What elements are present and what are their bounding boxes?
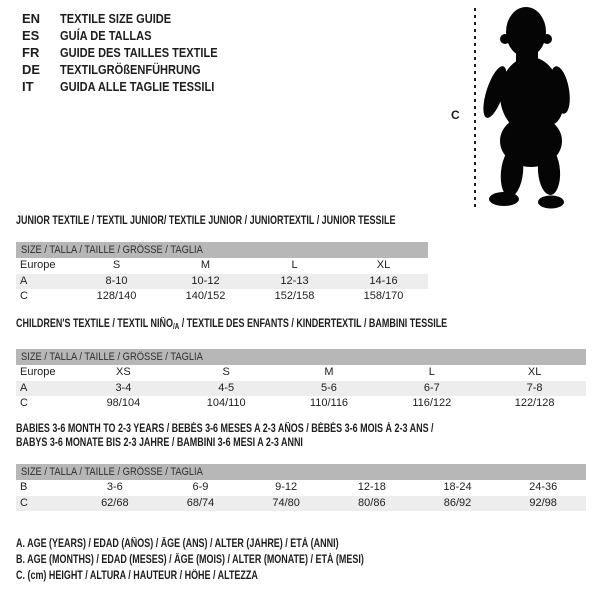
legend-notes (16, 537, 462, 584)
note-age-years: A. AGE (YEARS) / EDAD (AÑOS) / ÂGE (ANS) / ALTER (JAHRE) / ETÀ (ANNI) (16, 538, 339, 550)
language-row-it (22, 78, 245, 95)
language-label: TEXTILGRÖßENFÜHRUNG (60, 62, 201, 77)
size-cell: 12-18 (357, 481, 386, 493)
table-row-height (16, 496, 586, 512)
row-label: A (20, 274, 28, 287)
size-cell: 86/92 (443, 496, 472, 509)
size-cell: 92/98 (529, 496, 557, 509)
language-code: EN (22, 11, 41, 26)
size-cell: 9-12 (275, 481, 298, 493)
size-cell: 140/152 (185, 290, 226, 302)
size-cell: S (112, 259, 121, 271)
size-cell: 98/104 (106, 397, 141, 409)
row-label: Europe (20, 259, 56, 271)
size-table-header: SIZE / TALLA / TAILLE / GRÖSSE / TAGLIA (16, 464, 586, 480)
size-cell: 4-5 (218, 381, 235, 394)
size-cell: 152/158 (274, 290, 315, 302)
babies-section-title: BABIES 3-6 MONTH TO 2-3 YEARS / BEBÉS 3-6 MESES A 2-3 AÑOS / BÉBÉS 3-6 MOIS À 2-3 ANS / BABYS 3-6 MONATE BIS 2-3 JAHRE / BAMBINI 3-6 MESI A 2-3 ANNI (16, 423, 434, 449)
language-label: TEXTILE SIZE GUIDE (60, 11, 172, 26)
size-cell: 14-16 (369, 274, 398, 287)
size-cell: XS (116, 366, 131, 378)
children-size-table (16, 349, 586, 412)
size-cell: 62/68 (101, 496, 129, 509)
size-cell: 122/128 (514, 397, 555, 409)
size-cell: 12-13 (280, 274, 309, 287)
size-cell: 6-7 (423, 381, 440, 394)
size-cell: 116/122 (412, 397, 452, 409)
size-cell: 80/86 (358, 496, 386, 509)
size-cell: 3-6 (106, 481, 123, 493)
language-row-de (22, 61, 245, 78)
size-cell: M (200, 259, 211, 271)
size-cell: 128/140 (96, 290, 137, 302)
title-subscript: /A (172, 322, 180, 331)
row-label: A (20, 381, 28, 394)
table-row-age (16, 274, 428, 290)
language-label: GUÍA DE TALLAS (60, 28, 152, 43)
size-cell: XL (527, 366, 542, 378)
size-cell: M (324, 366, 334, 378)
table-row-europe (16, 258, 428, 274)
table-row-age (16, 381, 586, 397)
row-label: B (20, 481, 28, 493)
note-height-cm: C. (cm) HEIGHT / ALTURA / HAUTEUR / HÖHE / ALTEZZA (16, 569, 258, 582)
size-cell: 3-4 (115, 381, 132, 394)
row-label: C (20, 290, 28, 302)
size-cell: 18-24 (443, 481, 472, 493)
junior-size-table (16, 242, 428, 305)
babies-size-table (16, 464, 586, 511)
language-row-en (22, 10, 245, 27)
language-row-fr (22, 44, 245, 61)
row-label: C (20, 397, 28, 409)
size-cell: XL (376, 259, 391, 271)
size-cell: 7-8 (526, 381, 543, 394)
size-cell: 5-6 (321, 381, 337, 394)
table-row-months (16, 480, 586, 496)
size-cell: 74/80 (272, 496, 300, 509)
size-cell: 24-36 (529, 481, 558, 493)
table-row-height (16, 289, 428, 305)
size-cell: 68/74 (186, 496, 215, 509)
size-table-header: SIZE / TALLA / TAILLE / GRÖSSE / TAGLIA (16, 242, 428, 258)
size-cell: 104/110 (206, 397, 246, 409)
size-cell: S (222, 366, 230, 378)
language-code: DE (22, 62, 41, 77)
table-row-height (16, 396, 586, 412)
note-age-months: B. AGE (MONTHS) / EDAD (MESES) / ÂGE (MOIS) / ALTER (MONATE) / ETÀ (MESI) (16, 553, 364, 566)
size-cell: 10-12 (191, 274, 220, 287)
language-code: IT (22, 79, 34, 94)
children-section-title: CHILDREN'S TEXTILE / TEXTIL $NIÑO_{/A}$ / TEXTILE DES ENFANTS / KINDERTEXTIL / BAMBINI TESSILE (16, 318, 448, 331)
baby-silhouette-graphic (448, 0, 598, 215)
language-label: GUIDE DES TAILLES TEXTILE (60, 45, 218, 60)
language-code: ES (22, 28, 40, 43)
size-cell: 6-9 (192, 481, 209, 493)
height-measure-figure (448, 0, 598, 220)
size-table-header: SIZE / TALLA / TAILLE / GRÖSSE / TAGLIA (16, 349, 586, 365)
row-label: C (20, 496, 28, 509)
size-cell: 158/170 (363, 290, 404, 302)
baby-silhouette (479, 7, 573, 209)
size-cell: L (428, 366, 435, 378)
language-list (22, 10, 245, 95)
row-label: Europe (20, 366, 56, 378)
junior-section-title: JUNIOR TEXTILE / TEXTIL JUNIOR/ TEXTILE JUNIOR / JUNIORTEXTIL / JUNIOR TESSILE (16, 215, 396, 227)
size-cell: 8-10 (105, 274, 128, 287)
measure-c-label: C (451, 108, 460, 122)
language-code: FR (22, 45, 40, 60)
language-row-es (22, 27, 245, 44)
language-label: GUIDA ALLE TAGLIE TESSILI (60, 79, 215, 94)
size-cell: L (291, 259, 298, 271)
table-row-europe (16, 365, 586, 381)
size-cell: 110/116 (309, 397, 349, 409)
